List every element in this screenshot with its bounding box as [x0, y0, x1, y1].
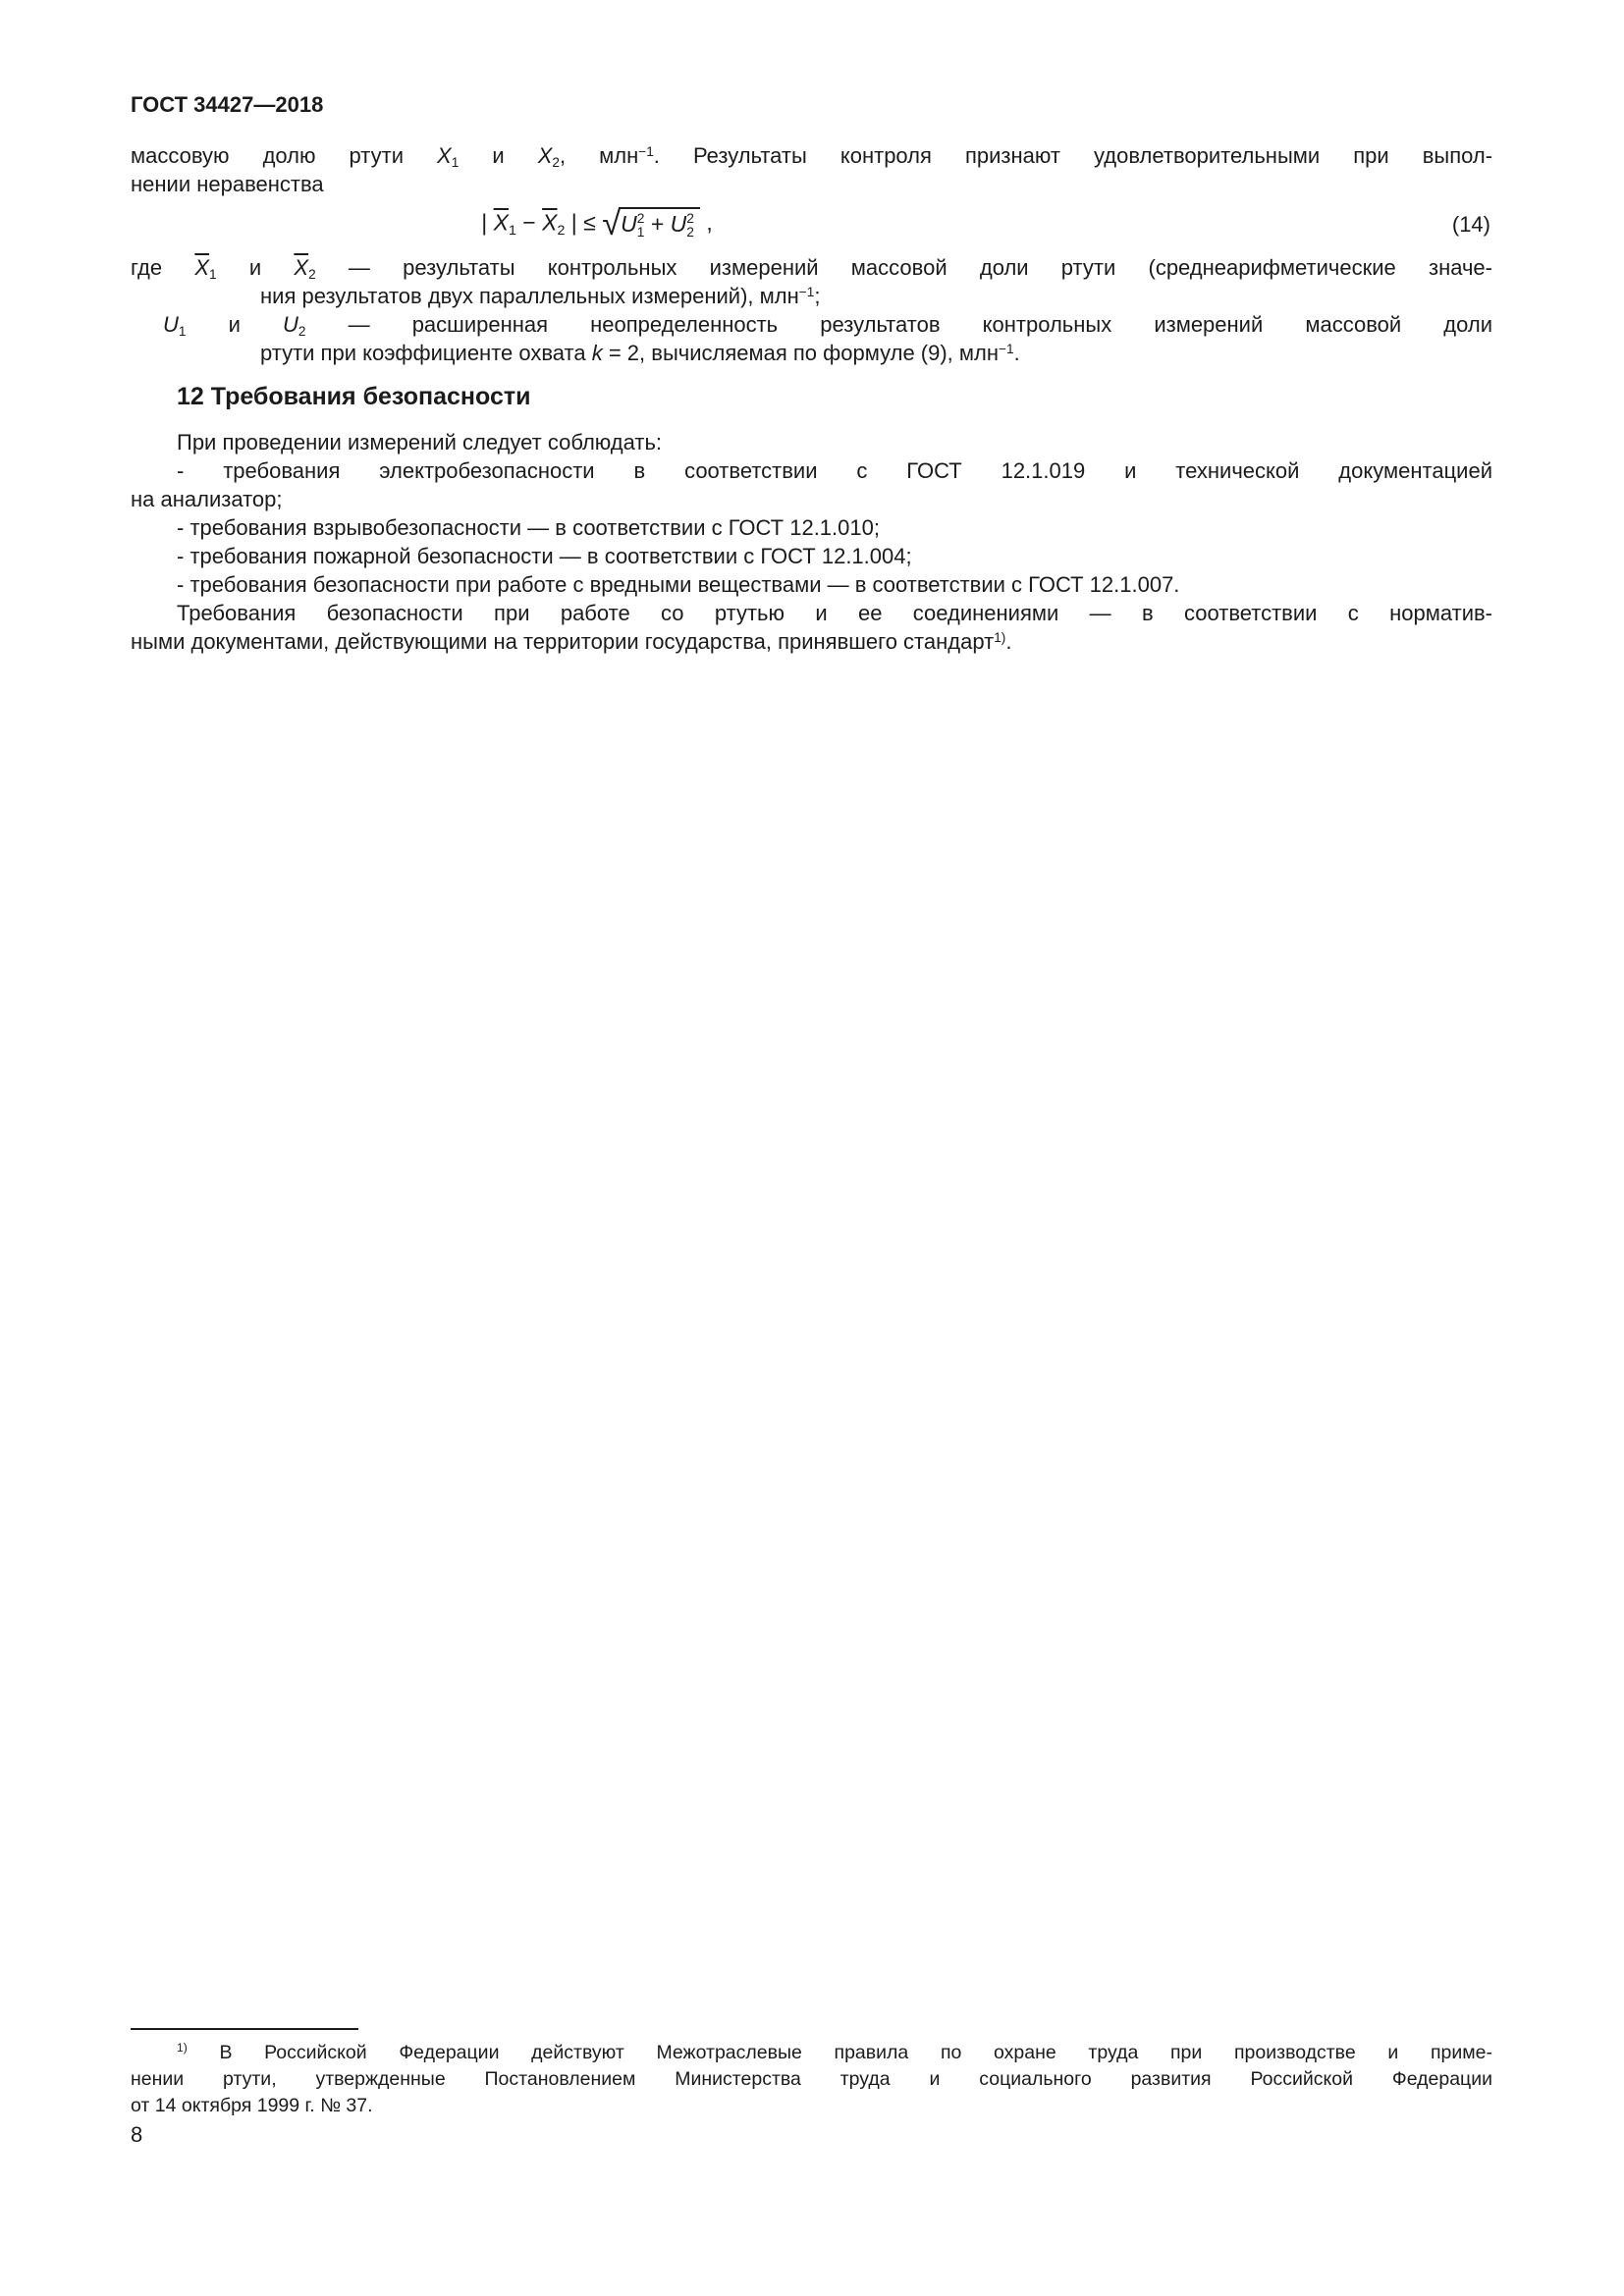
text-line: [131, 485, 1492, 513]
text-run: 2: [552, 154, 560, 170]
text-line: [131, 570, 1492, 599]
text-run: от 14 октября 1999 г. № 37.: [131, 2095, 373, 2116]
text-run: ния результатов двух параллельных измерений), млн: [260, 284, 799, 308]
text-run: 1: [508, 223, 516, 240]
text-run: 1): [177, 2041, 188, 2056]
text-run: −1: [638, 143, 654, 159]
text-run: |: [481, 210, 494, 237]
text-run: нении неравенства: [131, 172, 324, 196]
formula-number: (14): [1451, 212, 1490, 237]
text-run: 2: [298, 323, 306, 339]
text-line: [131, 253, 1492, 282]
text-run: - требования взрывобезопасности — в соответствии с ГОСТ 12.1.010;: [177, 515, 880, 540]
text-line: [131, 599, 1492, 627]
text-run: , млн: [559, 143, 639, 168]
index-stack: [686, 212, 694, 240]
footnote-rule: [131, 2028, 358, 2030]
text-run: ртути при коэффициенте охвата: [260, 341, 592, 365]
text-run: X: [437, 143, 452, 168]
section-heading: 12 Требования безопасности: [177, 383, 531, 410]
text-run: X: [537, 143, 553, 168]
text-run: −1: [798, 284, 815, 299]
text-run: где: [131, 255, 195, 280]
text-run: $\overline{X}$: [194, 255, 210, 280]
text-run: ;: [814, 284, 821, 308]
text-run: массовую долю ртути: [131, 143, 438, 168]
text-run: 1: [209, 266, 217, 282]
text-run: U: [670, 211, 687, 238]
text-run: - требования пожарной безопасности — в соответствии с ГОСТ 12.1.004;: [177, 544, 912, 568]
footnote-text: [131, 2040, 1492, 2119]
text-line: [131, 141, 1492, 170]
text-run: ,: [699, 210, 713, 237]
text-line: [131, 2040, 1492, 2066]
text-run: k: [591, 341, 603, 365]
text-line: [131, 339, 1492, 367]
text-line: [131, 428, 1492, 456]
text-run: 1: [451, 154, 460, 170]
text-run: и: [216, 255, 295, 280]
text-run: нении ртути, утвержденные Постановлением Министерства труда и социального развития Российской Федерации: [131, 2068, 1492, 2090]
text-line: [131, 310, 1492, 339]
text-line: [131, 627, 1492, 656]
text-run: −: [515, 210, 543, 237]
superscript: 2: [636, 210, 645, 226]
text-run: 2: [308, 266, 316, 282]
text-run: В Российской Федерации действуют Межотраслевые правила по охране труда при производстве и приме-: [187, 2042, 1492, 2063]
text-run: Требования безопасности при работе со ртутью и ее соединениями — в соответствии с норматив-: [177, 601, 1492, 625]
text-run: 1): [994, 629, 1006, 645]
text-line: [131, 542, 1492, 570]
text-line: [131, 513, 1492, 542]
text-run: .: [1005, 629, 1012, 654]
text-run: на анализатор;: [131, 487, 283, 511]
text-line: [131, 2093, 1492, 2119]
superscript: 2: [686, 210, 694, 226]
text-run: - требования безопасности при работе с вредными веществами — в соответствии с ГОСТ 12.1.007.: [177, 572, 1180, 597]
doc-number: ГОСТ 34427—2018: [131, 92, 324, 117]
text-run: $\overline{X}$: [542, 210, 558, 237]
text-run: $\overline{X}$: [294, 255, 309, 280]
text-run: - требования электробезопасности в соответствии с ГОСТ 12.1.019 и технической документацией: [177, 458, 1492, 483]
text-line: [131, 2066, 1492, 2093]
text-run: — результаты контрольных измерений массовой доли ртути (среднеарифметические значе-: [315, 255, 1492, 280]
text-run: −1: [999, 341, 1014, 356]
text-run: 1: [178, 323, 187, 339]
text-run: — расширенная неопределенность результатов контрольных измерений массовой доли: [305, 312, 1493, 337]
radical: [602, 207, 700, 241]
text-run: $\overline{X}$: [493, 210, 509, 237]
text-run: При проведении измерений следует соблюдать:: [177, 430, 663, 454]
safety-requirements-paragraphs: [131, 428, 1492, 656]
text-run: и: [459, 143, 538, 168]
text-run: U: [621, 211, 637, 238]
text-run: и: [186, 312, 283, 337]
text-line: [131, 456, 1492, 485]
formula: [131, 207, 1063, 241]
subscript: 1: [636, 225, 645, 240]
text-run: .: [1013, 341, 1020, 365]
subscript: 2: [686, 225, 694, 240]
text-run: U: [163, 312, 179, 337]
formula-row: [131, 200, 1492, 249]
text-run: +: [644, 211, 671, 238]
intro-paragraph: [131, 141, 1492, 198]
radical-sign: √: [602, 205, 622, 243]
text-line: [131, 170, 1492, 198]
text-run: = 2, вычисляемая по формуле (9), млн: [602, 341, 1000, 365]
footnote: [131, 2028, 1492, 2119]
text-run: | ≤: [565, 210, 603, 237]
text-run: . Результаты контроля признают удовлетворительными при выпол-: [653, 143, 1493, 168]
text-line: [131, 282, 1492, 310]
radicand: [619, 207, 700, 240]
page-number: 8: [131, 2122, 143, 2147]
text-run: U: [283, 312, 298, 337]
text-run: 2: [557, 223, 566, 240]
text-run: ными документами, действующими на территории государства, принявшего стандарт: [131, 629, 995, 654]
where-definitions: [131, 253, 1492, 367]
